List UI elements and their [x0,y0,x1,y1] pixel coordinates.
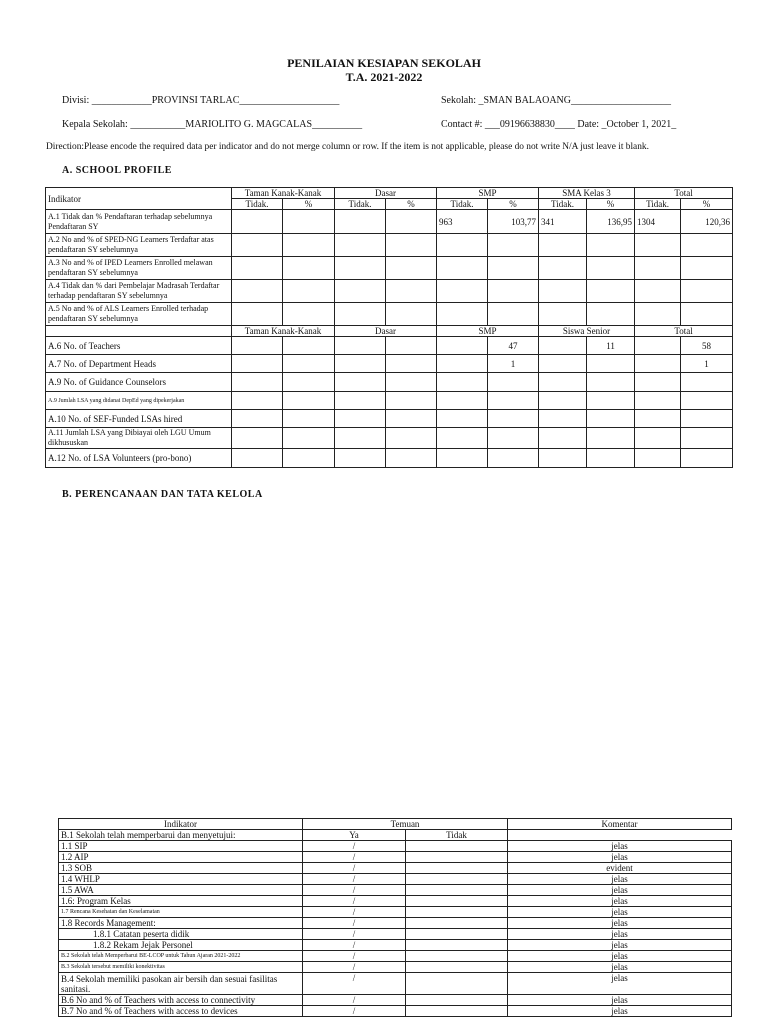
data-cell [587,449,635,468]
data-cell [437,428,488,449]
row-label: A.2 No and % of SPED-NG Learners Terdaftar atas pendaftaran SY sebelumnya [46,234,232,257]
table-row [59,874,732,885]
data-cell [386,257,437,280]
row-label: A.9 Jumlah LSA yang didanai DepEd yang dipekerjakan [46,392,232,410]
data-cell: 120,36 [681,210,733,234]
data-cell [283,257,335,280]
data-cell [587,234,635,257]
table-row [59,896,732,907]
row-label: 1.6: Program Kelas [59,896,303,907]
data-cell: 963 [437,210,488,234]
data-cell [335,303,386,326]
data-cell [681,392,733,410]
data-cell [437,449,488,468]
data-cell [681,234,733,257]
header-group-smp: SMP [437,188,539,199]
data-cell [681,373,733,392]
tidak-cell [406,841,508,852]
row-label: B.3 Sekolah tersebut memiliki konektivitas [59,962,303,973]
data-cell: 136,95 [587,210,635,234]
row-label: B.6 No and % of Teachers with access to connectivity [59,995,303,1006]
data-cell [437,303,488,326]
data-cell [539,337,587,355]
data-cell [283,337,335,355]
table-row [59,929,732,940]
data-cell [539,410,587,428]
tidak-cell [406,874,508,885]
data-cell [232,303,283,326]
data-cell [437,373,488,392]
divisi-value: ____________PROVINSI TARLAC____________________ [91,95,340,106]
data-cell [335,337,386,355]
header-indikator: Indikator [46,188,232,210]
ya-cell: / [303,918,406,929]
subheader-dasar-tidak: Tidak. [335,199,386,210]
data-cell [232,337,283,355]
header2-group-smp: SMP [437,326,539,337]
header2-group-dasar: Dasar [335,326,437,337]
table-row [59,973,732,995]
tidak-cell [406,1006,508,1017]
row-label: 1.8 Records Management: [59,918,303,929]
ya-cell: / [303,951,406,962]
data-cell [635,257,681,280]
data-cell [681,428,733,449]
data-cell [232,410,283,428]
data-cell [635,428,681,449]
subheader-smp-tidak: Tidak. [437,199,488,210]
section-a-heading: A. SCHOOL PROFILE [62,165,172,176]
komentar-cell: jelas [508,885,732,896]
row-label: 1.8.2 Rekam Jejak Personel [59,940,303,951]
date-label: Date: [577,119,600,130]
table-row [59,841,732,852]
table-row [59,830,732,841]
data-cell [539,234,587,257]
data-cell: 103,77 [488,210,539,234]
tidak-cell [406,852,508,863]
data-cell [335,410,386,428]
ya-cell: / [303,929,406,940]
ya-cell: / [303,874,406,885]
data-cell [437,280,488,303]
kepala-label: Kepala Sekolah: [62,119,128,130]
contact-label: Contact #: [441,119,483,130]
data-cell [437,234,488,257]
ya-cell: / [303,940,406,951]
data-cell [587,373,635,392]
tidak-cell [406,918,508,929]
data-cell [386,303,437,326]
sekolah-label: Sekolah: [441,95,476,106]
komentar-cell: evident [508,863,732,874]
data-cell [386,392,437,410]
data-cell [539,428,587,449]
data-cell: 11 [587,337,635,355]
tidak-cell [406,929,508,940]
data-cell [539,303,587,326]
table-row [59,863,732,874]
row-label: 1.5 AWA [59,885,303,896]
subheader-tk-pct: % [283,199,335,210]
data-cell [635,410,681,428]
row-label: B.7 No and % of Teachers with access to devices [59,1006,303,1017]
data-cell [488,373,539,392]
komentar-cell: jelas [508,1006,732,1017]
komentar-cell: jelas [508,962,732,973]
subheader-sma-pct: % [587,199,635,210]
data-cell [335,392,386,410]
komentar-cell: jelas [508,852,732,863]
row-label: A.9 No. of Guidance Counselors [46,373,232,392]
header2-group-total: Total [635,326,733,337]
komentar-cell: jelas [508,907,732,918]
subheader-tk-tidak: Tidak. [232,199,283,210]
tidak-cell [406,995,508,1006]
row-label: A.12 No. of LSA Volunteers (pro-bono) [46,449,232,468]
row-label: A.3 No and % of IPED Learners Enrolled melawan pendaftaran SY sebelumnya [46,257,232,280]
komentar-cell: jelas [508,841,732,852]
data-cell [539,392,587,410]
table-row [59,940,732,951]
ya-cell: / [303,995,406,1006]
data-cell [587,410,635,428]
data-cell [539,373,587,392]
contact-value: ___09196638830____ [484,119,575,130]
tidak-cell [406,896,508,907]
data-cell [335,280,386,303]
row-label: B.1 Sekolah telah memperbarui dan menyetujui: [59,830,303,841]
data-cell [283,373,335,392]
table-row [59,907,732,918]
data-cell [437,337,488,355]
header-group-sma: SMA Kelas 3 [539,188,635,199]
data-cell [232,280,283,303]
row-label: A.4 Tidak dan % dari Pembelajar Madrasah Terdaftar terhadap pendaftaran SY sebelumnya [46,280,232,303]
tidak-cell [406,973,508,995]
komentar-cell: jelas [508,951,732,962]
data-cell [335,428,386,449]
data-cell [386,337,437,355]
data-cell [587,355,635,373]
data-cell [283,280,335,303]
table-row [46,355,733,373]
row-label: B.2 Sekolah telah Memperbarui BE-LCOP untuk Tahun Ajaran 2021-2022 [59,951,303,962]
data-cell [635,280,681,303]
data-cell [283,392,335,410]
data-cell [232,392,283,410]
data-cell [335,257,386,280]
komentar-cell: jelas [508,940,732,951]
subheader-dasar-pct: % [386,199,437,210]
section-b-heading: B. PERENCANAAN DAN TATA KELOLA [62,489,263,500]
data-cell: 47 [488,337,539,355]
data-cell [386,373,437,392]
contact-row [441,119,676,130]
data-cell [335,355,386,373]
subheader-total-pct: % [681,199,733,210]
data-cell [283,210,335,234]
data-cell [539,355,587,373]
data-cell [488,257,539,280]
subheader-smp-pct: % [488,199,539,210]
data-cell [335,234,386,257]
komentar-cell: jelas [508,929,732,940]
komentar-cell: jelas [508,918,732,929]
page-title: PENILAIAN KESIAPAN SEKOLAH [287,56,481,70]
data-cell [386,428,437,449]
subheader-total-tidak: Tidak. [635,199,681,210]
row-label: 1.8.1 Catatan peserta didik [59,929,303,940]
header-blank [46,326,232,337]
header2-group-sma: Siswa Senior [539,326,635,337]
data-cell: 58 [681,337,733,355]
data-cell [488,234,539,257]
data-cell [437,355,488,373]
data-cell [232,257,283,280]
ya-cell: / [303,852,406,863]
sekolah-row [441,95,671,106]
data-cell [283,428,335,449]
data-cell [232,449,283,468]
header-b-ya: Ya [303,830,406,841]
tidak-cell [406,951,508,962]
row-label: A.6 No. of Teachers [46,337,232,355]
data-cell [283,303,335,326]
data-cell [283,355,335,373]
komentar-cell: jelas [508,874,732,885]
data-cell [386,355,437,373]
data-cell [386,210,437,234]
data-cell [437,392,488,410]
data-cell [539,257,587,280]
table-row [59,852,732,863]
row-label: 1.2 AIP [59,852,303,863]
header-group-tk: Taman Kanak-Kanak [232,188,335,199]
data-cell [539,280,587,303]
sekolah-value: _SMAN BALAOANG____________________ [478,95,672,106]
divisi-label: Divisi: [62,95,90,106]
data-cell [386,280,437,303]
row-label: B.4 Sekolah memiliki pasokan air bersih dan sesuai fasilitas sanitasi. [59,973,303,995]
data-cell: 341 [539,210,587,234]
data-cell [635,373,681,392]
data-cell [232,210,283,234]
ya-cell: / [303,1006,406,1017]
row-label: 1.3 SOB [59,863,303,874]
table-row [59,951,732,962]
data-cell [635,303,681,326]
data-cell [587,257,635,280]
data-cell [587,280,635,303]
data-cell [283,410,335,428]
data-cell [232,373,283,392]
ya-cell: / [303,841,406,852]
data-cell [283,449,335,468]
tidak-cell [406,962,508,973]
subheader-sma-tidak: Tidak. [539,199,587,210]
ya-cell: / [303,962,406,973]
kepala-value: ___________MARIOLITO G. MAGCALAS__________ [130,119,363,130]
tidak-cell [406,907,508,918]
data-cell [232,355,283,373]
data-cell [681,257,733,280]
table-row [46,337,733,355]
data-cell [437,257,488,280]
table-row [46,373,733,392]
table-row [59,962,732,973]
tidak-cell [406,885,508,896]
data-cell: 1 [681,355,733,373]
row-label: 1.1 SIP [59,841,303,852]
row-label: 1.7 Rencana Kesehatan dan Keselamatan [59,907,303,918]
data-cell [488,303,539,326]
header-b-temuan: Temuan [303,819,508,830]
kepala-row [62,119,362,130]
ya-cell: / [303,896,406,907]
table-row [46,234,733,257]
row-label: 1.4 WHLP [59,874,303,885]
table-row [46,392,733,410]
data-cell [386,410,437,428]
data-cell [587,392,635,410]
data-cell [539,449,587,468]
data-cell [437,410,488,428]
data-cell [488,280,539,303]
row-label: A.7 No. of Department Heads [46,355,232,373]
table-row [59,885,732,896]
data-cell [488,392,539,410]
data-cell [681,449,733,468]
school-profile-table [45,187,733,468]
ya-cell: / [303,863,406,874]
row-label: A.11 Jumlah LSA yang Dibiayai oleh LGU Umum dikhususkan [46,428,232,449]
data-cell [635,337,681,355]
header2-group-tk: Taman Kanak-Kanak [232,326,335,337]
table-row [59,918,732,929]
data-cell [635,234,681,257]
data-cell [488,428,539,449]
table-row [46,210,733,234]
header-group-dasar: Dasar [335,188,437,199]
data-cell [587,428,635,449]
ya-cell: / [303,885,406,896]
header-group-total: Total [635,188,733,199]
data-cell [386,234,437,257]
tidak-cell [406,940,508,951]
table-row [59,995,732,1006]
header-b-indikator: Indikator [59,819,303,830]
komentar-cell: jelas [508,995,732,1006]
data-cell [587,303,635,326]
data-cell [681,303,733,326]
row-label: A.5 No and % of ALS Learners Enrolled terhadap pendaftaran SY sebelumnya [46,303,232,326]
table-row [46,449,733,468]
data-cell [488,410,539,428]
data-cell: 1304 [635,210,681,234]
data-cell [635,392,681,410]
table-row [46,257,733,280]
data-cell [232,428,283,449]
page-subtitle: T.A. 2021-2022 [345,70,423,84]
data-cell [283,234,335,257]
ya-cell: / [303,973,406,995]
data-cell [681,280,733,303]
table-row [46,428,733,449]
tidak-cell [406,863,508,874]
data-cell [232,234,283,257]
divisi-row [62,95,339,106]
row-label: A.10 No. of SEF-Funded LSAs hired [46,410,232,428]
table-row [46,410,733,428]
table-row [46,280,733,303]
data-cell [635,355,681,373]
date-value: _October 1, 2021_ [601,119,677,130]
data-cell [335,373,386,392]
data-cell: 1 [488,355,539,373]
table-row [46,303,733,326]
data-cell [488,449,539,468]
data-cell [335,210,386,234]
data-cell [335,449,386,468]
data-cell [681,410,733,428]
komentar-cell: jelas [508,973,732,995]
data-cell [635,449,681,468]
governance-table [58,818,732,1017]
table-row [59,1006,732,1017]
header-b-tidak: Tidak [406,830,508,841]
direction-text: Direction:Please encode the required data per indicator and do not merge column or row. If the item is not applicable, please do not write N/A just leave it blank. [46,142,649,152]
ya-cell: / [303,907,406,918]
komentar-cell: jelas [508,896,732,907]
header-b-komentar: Komentar [508,819,732,830]
row-label: A.1 Tidak dan % Pendaftaran terhadap sebelumnya Pendaftaran SY [46,210,232,234]
data-cell [386,449,437,468]
